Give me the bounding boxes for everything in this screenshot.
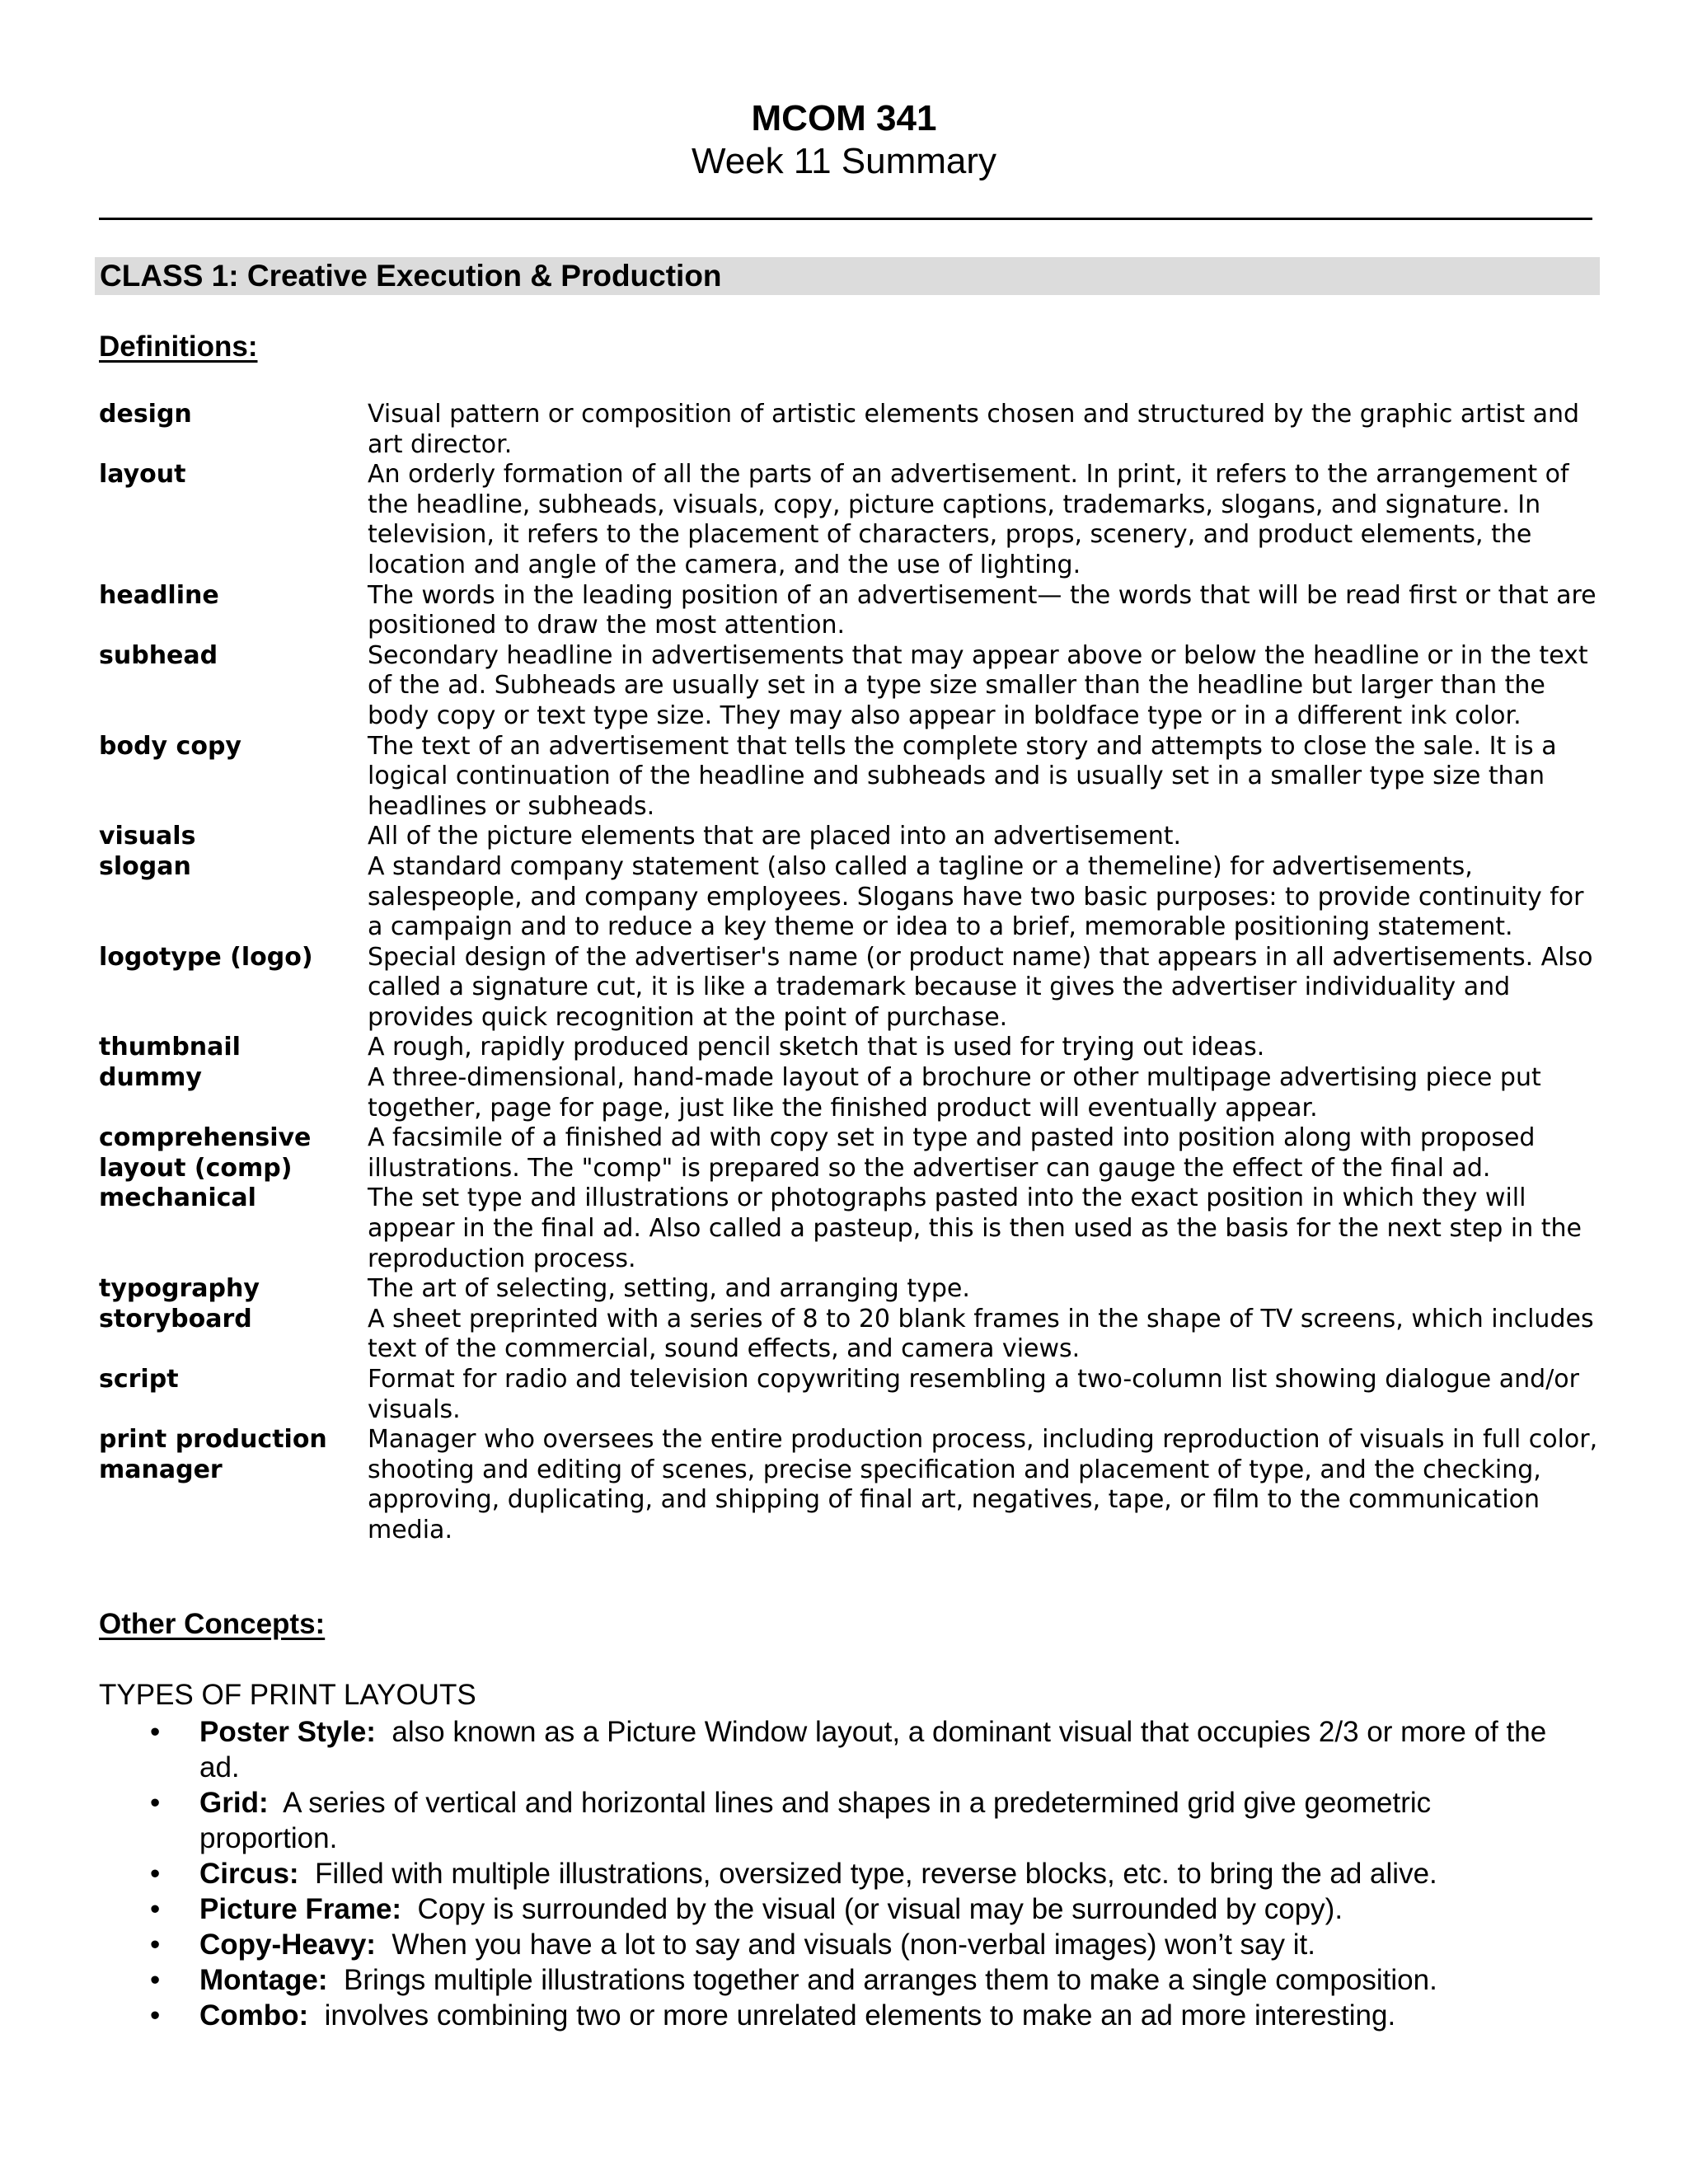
definition-row [99,1425,1599,1545]
definition-term: headline [99,580,219,610]
definition-term: script [99,1365,179,1394]
definition-text: The text of an advertisement that tells the complete story and attempts to close the sale. It is a logical continuation of the headline and subheads and is usually set in a smaller type size than headlines or subheads. [368,731,1557,821]
header-divider [99,218,1592,220]
definition-term: storyboard [99,1304,252,1333]
layout-type-term: Picture Frame: [199,1893,402,1925]
layout-type-term: Combo: [199,1999,309,2032]
list-item-body [199,1962,1574,1998]
definition-text: All of the picture elements that are placed into an advertisement. [368,822,1182,851]
bullet-icon: • [150,1964,161,1996]
layout-type-text: Copy is surrounded by the visual (or visual may be surrounded by copy). [417,1893,1343,1925]
list-item [99,1962,1574,1998]
definition-row [99,460,1599,580]
print-layout-types-title: TYPES OF PRINT LAYOUTS [99,1679,476,1711]
definition-text: Secondary headline in advertisements that may appear above or below the headline or in the text of the ad. Subheads are usually set in a type size smaller than the headline but larger than the body copy or text type size. They may also appear in boldface type or in a different ink color. [368,640,1588,730]
definition-term: design [99,400,192,429]
definition-row [99,1123,1599,1183]
definition-text: The art of selecting, setting, and arranging type. [368,1274,970,1304]
definition-text: A facsimile of a finished ad with copy set in type and pasted into position along with proposed illustrations. The "comp" is prepared so the advertiser can gauge the effect of the final ad. [368,1123,1536,1183]
bullet-icon: • [150,1716,161,1748]
definition-text: A three-dimensional, hand-made layout of a brochure or other multipage advertising piece put together, page for page, just like the finished product will eventually appear. [368,1063,1541,1122]
definition-term: layout [99,460,186,490]
layout-type-term: Poster Style: [199,1716,376,1748]
list-item-body [199,1998,1574,2033]
layout-type-text: Filled with multiple illustrations, oversized type, reverse blocks, etc. to bring the ad alive. [315,1858,1437,1890]
definition-row [99,943,1599,1033]
definition-row [99,641,1599,732]
definition-row [99,1305,1599,1365]
definition-term: slogan [99,851,191,881]
class-title: CLASS 1: Creative Execution & Production [100,259,722,293]
bullet-icon: • [150,1858,161,1890]
layout-type-text: involves combining two or more unrelated elements to make an ad more interesting. [324,1999,1396,2032]
definition-row [99,1183,1599,1274]
definition-row [99,1274,1599,1305]
course-code: MCOM 341 [751,98,937,138]
definitions-list [99,400,1599,1546]
definition-row [99,1365,1599,1425]
list-item-body [199,1927,1574,1962]
definition-term: print production manager [99,1425,327,1484]
layout-type-term: Copy-Heavy: [199,1929,376,1961]
definition-row [99,852,1599,943]
definition-term: mechanical [99,1183,256,1213]
bullet-icon: • [150,1893,161,1925]
list-item-body [199,1856,1574,1891]
list-item-body [199,1785,1574,1856]
list-item-body [199,1714,1574,1785]
definition-text: An orderly formation of all the parts of an advertisement. In print, it refers to the arrangement of the headline, subheads, visuals, copy, picture captions, trademarks, slogans, and signature. In television, it refers to the placement of characters, props, scenery, and product elements, the location and angle of the camera, and the use of lighting. [368,460,1569,579]
list-item [99,1998,1574,2033]
definition-text: Manager who oversees the entire production process, including reproduction of visuals in full color, shooting and editing of scenes, precise specification and placement of type, and the checking, approving, duplicating, and shipping of final art, negatives, tape, or film to the communication media. [368,1425,1598,1544]
layout-type-text: Brings multiple illustrations together and arranges them to make a single composition. [344,1964,1437,1996]
print-layout-list [99,1714,1574,2033]
definition-text: Format for radio and television copywriting resembling a two-column list showing dialogue and/or visuals. [368,1365,1579,1424]
definition-term: visuals [99,822,196,851]
definition-term: thumbnail [99,1033,241,1062]
bullet-icon: • [150,1999,161,2032]
definition-row [99,822,1599,852]
week-title: Week 11 Summary [691,141,997,181]
definition-term: dummy [99,1063,202,1093]
definition-term: comprehensive layout (comp) [99,1123,312,1183]
definition-text: The words in the leading position of an advertisement— the words that will be read first or that are positioned to draw the most attention. [368,580,1597,640]
definition-text: A standard company statement (also called a tagline or a themeline) for advertisements, salespeople, and company employees. Slogans have two basic purposes: to provide continuity for a campaign and to reduce a key theme or idea to a brief, memorable positioning statement. [368,851,1584,942]
definition-text: Visual pattern or composition of artistic elements chosen and structured by the graphic artist and art director. [368,400,1580,459]
layout-type-text: also known as a Picture Window layout, a dominant visual that occupies 2/3 or more of the ad. [199,1716,1547,1783]
class-heading-band [95,257,1600,295]
definition-term: body copy [99,731,241,761]
definition-row [99,400,1599,460]
definition-row [99,581,1599,641]
bullet-icon: • [150,1787,161,1819]
definition-row [99,732,1599,823]
list-item [99,1856,1574,1891]
layout-type-term: Montage: [199,1964,328,1996]
definition-text: A rough, rapidly produced pencil sketch that is used for trying out ideas. [368,1033,1265,1062]
list-item [99,1927,1574,1962]
layout-type-term: Circus: [199,1858,299,1890]
definition-row [99,1063,1599,1123]
document-header [0,97,1688,183]
list-item [99,1891,1574,1927]
list-item-body [199,1891,1574,1927]
layout-type-text: A series of vertical and horizontal lines and shapes in a predetermined grid give geometric proportion. [199,1787,1432,1854]
list-item [99,1714,1574,1785]
other-concepts-heading: Other Concepts: [99,1608,326,1640]
definition-term: typography [99,1274,260,1304]
definition-text: The set type and illustrations or photographs pasted into the exact position in which they will appear in the final ad. Also called a pasteup, this is then used as the basis for the next step in the reproduction process. [368,1183,1582,1273]
layout-type-term: Grid: [199,1787,269,1819]
definition-text: Special design of the advertiser's name (or product name) that appears in all advertisements. Also called a signature cut, it is like a trademark because it gives the advertiser individuality and provides quick recognition at the point of purchase. [368,942,1593,1032]
definition-text: A sheet preprinted with a series of 8 to 20 blank frames in the shape of TV screens, which includes text of the commercial, sound effects, and camera views. [368,1304,1594,1364]
layout-type-text: When you have a lot to say and visuals (non-verbal images) won’t say it. [392,1929,1315,1961]
definitions-heading: Definitions: [99,330,258,363]
bullet-icon: • [150,1929,161,1961]
list-item [99,1785,1574,1856]
definition-term: logotype (logo) [99,942,313,972]
definition-row [99,1033,1599,1063]
definition-term: subhead [99,640,218,670]
